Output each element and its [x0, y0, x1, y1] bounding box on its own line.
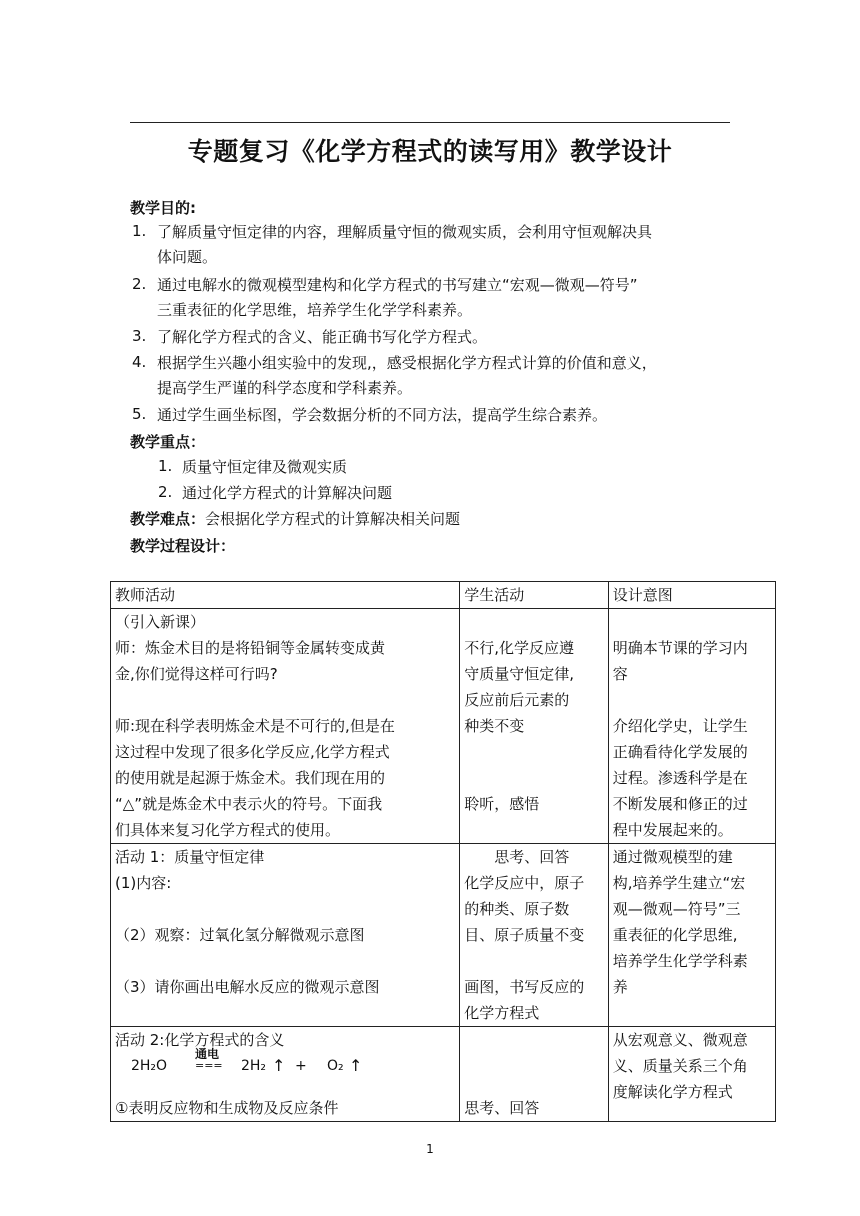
cell-line: 金,你们觉得这样可行吗?	[115, 665, 278, 683]
key-point-num: 2.	[158, 483, 173, 501]
cell-line: 的使用就是起源于炼金术。我们现在用的	[115, 769, 386, 787]
objective-num: 3.	[132, 327, 147, 345]
header-rule	[130, 122, 730, 123]
equation-reactant: 2H₂O	[131, 1058, 168, 1074]
cell-line: (1)内容:	[115, 874, 172, 892]
equation-product-o2: O₂	[327, 1058, 344, 1074]
key-point-text: 通过化学方程式的计算解决问题	[182, 484, 393, 502]
objective-line: 体问题。	[157, 248, 218, 266]
process-heading: 教学过程设计：	[130, 537, 236, 555]
cell-line: 养	[612, 978, 628, 996]
difficulty-label: 教学难点：	[130, 510, 206, 528]
cell-line: 思考、回答	[464, 848, 570, 866]
header-intent: 设计意图	[608, 582, 775, 609]
cell-line: 介绍化学史，让学生	[612, 717, 748, 735]
cell-line: 过程。渗透科学是在	[612, 769, 748, 787]
cell-line: 不行,化学反应遵	[464, 639, 574, 657]
cell-line: 们具体来复习化学方程式的使用。	[115, 821, 341, 839]
objective-line: 提高学生严谨的科学态度和学科素养。	[157, 379, 413, 397]
objective-num: 1.	[132, 222, 147, 240]
cell-line: 程中发展起来的。	[612, 821, 733, 839]
page-number: 1	[426, 1142, 434, 1156]
objective-line: 通过电解水的微观模型建构和化学方程式的书写建立“宏观—微观—符号”	[157, 276, 638, 294]
cell-line: 师:现在科学表明炼金术是不可行的,但是在	[115, 717, 395, 735]
cell-line: 化学反应中，原子	[464, 874, 585, 892]
electrolysis-equation	[115, 1047, 455, 1095]
cell-line: 活动 1：质量守恒定律	[115, 848, 265, 866]
cell-line: 的种类、原子数	[464, 900, 570, 918]
process-table	[110, 581, 776, 1122]
cell-line: 容	[612, 665, 628, 683]
header-teacher: 教师活动	[111, 582, 460, 609]
cell-line: 画图，书写反应的	[464, 978, 585, 996]
table-header-row	[111, 582, 776, 609]
table-row	[111, 1027, 776, 1122]
cell-line: “△”就是炼金术中表示火的符号。下面我	[115, 795, 383, 813]
cell-line: 重表征的化学思维,	[612, 926, 738, 944]
design-intent-cell	[608, 844, 775, 1027]
table-row	[111, 609, 776, 844]
equation-plus: +	[295, 1058, 307, 1074]
cell-line: 构,培养学生建立“宏	[612, 874, 746, 892]
key-point-text: 质量守恒定律及微观实质	[182, 458, 348, 476]
cell-line: 思考、回答	[464, 1099, 540, 1117]
cell-line: 师：炼金术目的是将铅铜等金属转变成黄	[115, 639, 386, 657]
equation-equals: ===	[195, 1059, 223, 1072]
cell-line: 明确本节课的学习内	[612, 639, 748, 657]
objective-num: 4.	[132, 353, 147, 371]
cell-line: 培养学生化学学科素	[612, 952, 748, 970]
objectives-heading: 教学目的:	[130, 199, 196, 217]
cell-line: 从宏观意义、微观意	[612, 1031, 748, 1049]
cell-line: 不断发展和修正的过	[612, 795, 748, 813]
cell-line: 反应前后元素的	[464, 691, 570, 709]
cell-line: ①表明反应物和生成物及反应条件	[115, 1099, 339, 1117]
cell-line: 度解读化学方程式	[612, 1083, 733, 1101]
cell-line: （3）请你画出电解水反应的微观示意图	[115, 978, 380, 996]
cell-line: （引入新课）	[115, 613, 206, 631]
student-activity-cell	[460, 1027, 608, 1122]
difficulty-line	[130, 509, 460, 529]
equation-product-h2: 2H₂	[241, 1058, 267, 1074]
difficulty-text: 会根据化学方程式的计算解决相关问题	[205, 510, 461, 528]
design-intent-cell	[608, 1027, 775, 1122]
header-student: 学生活动	[460, 582, 608, 609]
objective-line: 了解化学方程式的含义、能正确书写化学方程式。	[157, 328, 488, 346]
cell-line: 义、质量关系三个角	[612, 1057, 748, 1075]
gas-arrow-icon: ↑	[349, 1056, 363, 1075]
cell-line: 观—微观—符号”三	[612, 900, 741, 918]
design-intent-cell	[608, 609, 775, 844]
cell-line: 目、原子质量不变	[464, 926, 585, 944]
document-title: 专题复习《化学方程式的读写用》教学设计	[187, 137, 673, 166]
cell-line: 通过微观模型的建	[612, 848, 733, 866]
objective-line: 通过学生画坐标图，学会数据分析的不同方法，提高学生综合素养。	[157, 406, 608, 424]
cell-line: 正确看待化学发展的	[612, 743, 748, 761]
teacher-activity-cell	[111, 609, 460, 844]
objective-num: 5.	[132, 405, 147, 423]
cell-line: 活动 2:化学方程式的含义	[115, 1031, 285, 1049]
cell-line: 化学方程式	[464, 1004, 540, 1022]
cell-line: 聆听，感悟	[464, 795, 540, 813]
gas-arrow-icon: ↑	[272, 1056, 286, 1075]
table-row	[111, 844, 776, 1027]
cell-line: 种类不变	[464, 717, 525, 735]
key-point-num: 1.	[158, 457, 173, 475]
key-points-heading: 教学重点：	[130, 433, 206, 451]
teacher-activity-cell	[111, 1027, 460, 1122]
objective-line: 了解质量守恒定律的内容，理解质量守恒的微观实质，会利用守恒观解决具	[157, 223, 653, 241]
objective-line: 根据学生兴趣小组实验中的发现,，感受根据化学方程式计算的价值和意义，	[157, 354, 657, 372]
equation-condition: 通电	[195, 1047, 220, 1061]
student-activity-cell	[460, 844, 608, 1027]
objective-line: 三重表征的化学思维，培养学生化学学科素养。	[157, 301, 473, 319]
student-activity-cell	[460, 609, 608, 844]
cell-line: 守质量守恒定律,	[464, 665, 574, 683]
objective-num: 2.	[132, 275, 147, 293]
cell-line: （2）观察：过氧化氢分解微观示意图	[115, 926, 365, 944]
teacher-activity-cell	[111, 844, 460, 1027]
cell-line: 这过程中发现了很多化学反应,化学方程式	[115, 743, 390, 761]
